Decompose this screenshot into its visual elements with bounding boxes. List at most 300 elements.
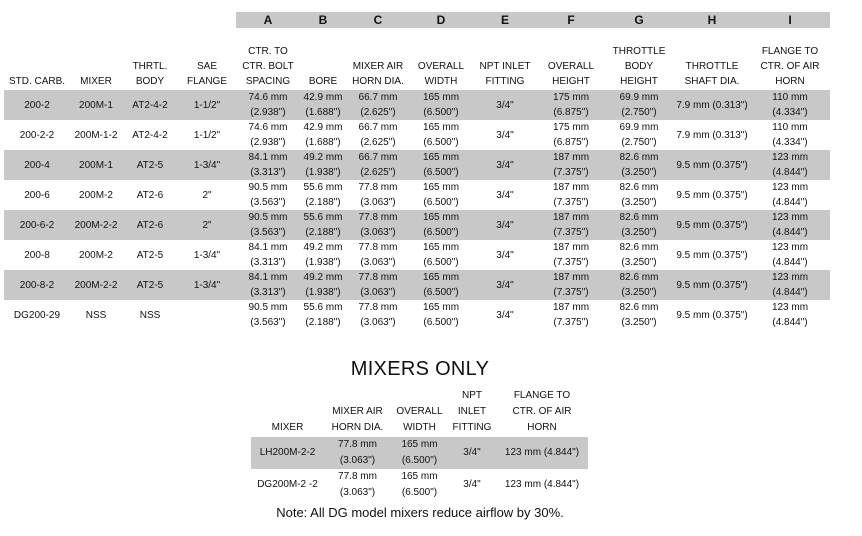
cell-line: 9.5 mm (0.375") (676, 159, 748, 171)
table-cell (178, 120, 236, 150)
header-line: BORE (308, 76, 338, 87)
table-cell (178, 210, 236, 240)
cell-line: (4.334") (772, 137, 808, 148)
table-cell (604, 120, 674, 150)
cell-line: 3/4" (496, 249, 514, 261)
table-cell (472, 300, 538, 330)
table-cell (391, 469, 448, 501)
cell-line: 165 mm (401, 439, 438, 450)
cell-line: (7.375") (553, 317, 589, 328)
cell-line: 7.9 mm (0.313") (676, 129, 748, 141)
column-header (324, 388, 391, 437)
cell-line: NSS (139, 309, 161, 321)
cell-line: (2.188") (305, 317, 341, 328)
table-cell (251, 469, 324, 501)
table-cell (346, 150, 410, 180)
table-cell (178, 90, 236, 120)
table-cell (346, 240, 410, 270)
cell-line: 90.5 mm (248, 212, 288, 223)
cell-line: (3.313") (250, 167, 286, 178)
table-cell (750, 240, 830, 270)
column-letter: B (300, 12, 346, 28)
cell-line: 187 mm (552, 302, 590, 313)
table-cell (300, 180, 346, 210)
cell-line: (4.844") (772, 197, 808, 208)
column-header (410, 28, 472, 90)
cell-line: (3.563") (250, 227, 286, 238)
cell-line: 123 mm (771, 242, 809, 253)
table-cell (538, 90, 604, 120)
table-row (251, 469, 588, 501)
cell-line: (7.375") (553, 197, 589, 208)
header-line: HORN (775, 76, 805, 87)
cell-line: (2.938") (250, 107, 286, 118)
table-row (4, 90, 830, 120)
table-row (4, 210, 830, 240)
table-cell (674, 150, 750, 180)
table-cell (4, 120, 70, 150)
cell-line: (3.063") (360, 227, 396, 238)
cell-line: 77.8 mm (358, 272, 398, 283)
mixers-only-table (251, 388, 588, 501)
table-cell (410, 300, 472, 330)
table-cell (391, 437, 448, 469)
cell-line: 66.7 mm (358, 92, 398, 103)
cell-line: (4.844") (772, 257, 808, 268)
table-cell (4, 90, 70, 120)
cell-line: 123 mm (771, 212, 809, 223)
cell-line: (3.063") (339, 487, 376, 498)
column-letter: C (346, 12, 410, 28)
table-cell (346, 180, 410, 210)
cell-line: (4.844") (772, 167, 808, 178)
table-cell (70, 240, 122, 270)
cell-line: 82.6 mm (619, 212, 659, 223)
cell-line: 9.5 mm (0.375") (676, 219, 748, 231)
cell-line: (3.313") (250, 257, 286, 268)
table-cell (122, 270, 178, 300)
cell-line: 9.5 mm (0.375") (676, 249, 748, 261)
cell-line: (3.250") (621, 167, 657, 178)
cell-line: 110 mm (772, 92, 808, 103)
cell-line: 200-4 (24, 159, 50, 171)
cell-line: (6.500") (423, 197, 459, 208)
cell-line: 49.2 mm (303, 152, 343, 163)
cell-line: 187 mm (552, 242, 590, 253)
cell-line: DG200M-2 -2 (257, 479, 318, 490)
header-line: OVERALL (417, 61, 465, 72)
table-cell (538, 210, 604, 240)
cell-line: (3.063") (360, 257, 396, 268)
column-header (70, 28, 122, 90)
table-cell (300, 270, 346, 300)
cell-line: 49.2 mm (303, 242, 343, 253)
table-cell (538, 180, 604, 210)
table-cell (178, 300, 236, 330)
cell-line: 7.9 mm (0.313") (676, 99, 748, 111)
table-cell (70, 300, 122, 330)
cell-line: 187 mm (552, 212, 590, 223)
header-line: MIXER (80, 76, 112, 87)
column-header (604, 28, 674, 90)
cell-line: (2.625") (360, 137, 396, 148)
table-cell (410, 120, 472, 150)
cell-line: (7.375") (553, 257, 589, 268)
header-line: HEIGHT (552, 76, 590, 87)
table-cell (674, 180, 750, 210)
cell-line: 200-8-2 (19, 279, 55, 291)
table-cell (236, 210, 300, 240)
mixers-header-row (251, 388, 588, 437)
cell-line: 3/4" (463, 447, 481, 458)
table-cell (178, 180, 236, 210)
header-line: BODY (135, 76, 165, 87)
cell-line: (6.500") (401, 455, 438, 466)
cell-line: (7.375") (553, 287, 589, 298)
cell-line: 3/4" (496, 219, 514, 231)
cell-line: 9.5 mm (0.375") (676, 309, 748, 321)
cell-line: (6.500") (423, 257, 459, 268)
header-line: CTR. TO (248, 46, 288, 57)
cell-line: 90.5 mm (248, 182, 288, 193)
table-cell (674, 300, 750, 330)
cell-line: (3.063") (339, 455, 376, 466)
cell-line: 2" (202, 189, 212, 201)
header-line: FITTING (485, 76, 525, 87)
cell-line: (3.063") (360, 197, 396, 208)
table-cell (538, 240, 604, 270)
cell-line: (3.250") (621, 227, 657, 238)
cell-line: (7.375") (553, 227, 589, 238)
table-cell (346, 300, 410, 330)
cell-line: (6.500") (401, 487, 438, 498)
cell-line: 200M-1-2 (74, 129, 118, 141)
cell-line: 123 mm (4.844") (504, 447, 580, 458)
column-header (251, 388, 324, 437)
table-cell (178, 150, 236, 180)
cell-line: (4.844") (772, 227, 808, 238)
table-cell (472, 210, 538, 240)
cell-line: 77.8 mm (358, 302, 398, 313)
table-cell (236, 270, 300, 300)
cell-line: NSS (85, 309, 107, 321)
table-cell (448, 469, 496, 501)
table-cell (674, 120, 750, 150)
table-cell (122, 90, 178, 120)
table-cell (4, 300, 70, 330)
table-cell (472, 180, 538, 210)
cell-line: (7.375") (553, 167, 589, 178)
header-line: SHAFT DIA. (684, 76, 740, 87)
header-line: INLET (457, 406, 487, 417)
cell-line: 77.8 mm (358, 212, 398, 223)
cell-line: 82.6 mm (619, 242, 659, 253)
cell-line: 1-3/4" (193, 249, 221, 261)
cell-line: 2" (202, 219, 212, 231)
cell-line: 187 mm (552, 152, 590, 163)
cell-line: 84.1 mm (248, 152, 288, 163)
table-cell (70, 120, 122, 150)
column-letter: A (236, 12, 300, 28)
cell-line: (4.844") (772, 317, 808, 328)
table-cell (300, 210, 346, 240)
table-cell (122, 180, 178, 210)
table-cell (604, 210, 674, 240)
header-line: OVERALL (396, 406, 443, 417)
column-letter: E (472, 12, 538, 28)
table-cell (472, 240, 538, 270)
column-header (122, 28, 178, 90)
table-cell (538, 150, 604, 180)
cell-line: (6.500") (423, 107, 459, 118)
cell-line: (1.938") (305, 167, 341, 178)
cell-line: (2.625") (360, 107, 396, 118)
cell-line: (6.500") (423, 167, 459, 178)
table-cell (410, 240, 472, 270)
cell-line: (1.938") (305, 287, 341, 298)
cell-line: 165 mm (422, 272, 460, 283)
cell-line: 69.9 mm (619, 92, 659, 103)
table-cell (122, 300, 178, 330)
table-cell (122, 210, 178, 240)
cell-line: 200-6-2 (19, 219, 55, 231)
column-header (538, 28, 604, 90)
table-cell (346, 210, 410, 240)
header-line: WIDTH (403, 422, 436, 433)
table-cell (604, 270, 674, 300)
cell-line: 84.1 mm (248, 272, 288, 283)
carburetor-spec-table (4, 12, 830, 330)
table-cell (70, 180, 122, 210)
cell-line: 200M-1 (79, 159, 113, 171)
cell-line: (3.250") (621, 257, 657, 268)
cell-line: 187 mm (552, 182, 590, 193)
table-cell (300, 150, 346, 180)
table-cell (410, 270, 472, 300)
cell-line: 165 mm (422, 92, 460, 103)
header-line: MIXER AIR (332, 406, 383, 417)
cell-line: 9.5 mm (0.375") (676, 189, 748, 201)
cell-line: 110 mm (772, 122, 808, 133)
header-line: THROTTLE (612, 46, 666, 57)
cell-line: 200M-1 (79, 99, 113, 111)
table-cell (70, 210, 122, 240)
table-cell (750, 300, 830, 330)
cell-line: 84.1 mm (248, 242, 288, 253)
cell-line: 3/4" (496, 129, 514, 141)
cell-line: 74.6 mm (248, 92, 288, 103)
header-line: FLANGE TO (513, 390, 571, 401)
cell-line: 9.5 mm (0.375") (676, 279, 748, 291)
table-cell (472, 150, 538, 180)
cell-line: AT2-5 (136, 249, 164, 261)
cell-line: AT2-5 (136, 279, 164, 291)
table-row (4, 150, 830, 180)
cell-line: 200M-2-2 (74, 219, 118, 231)
table-row (4, 240, 830, 270)
cell-line: DG200-29 (13, 309, 61, 321)
table-cell (122, 240, 178, 270)
table-cell (750, 210, 830, 240)
table-cell (472, 90, 538, 120)
table-cell (604, 150, 674, 180)
column-header (674, 28, 750, 90)
cell-line: 200-6 (24, 189, 50, 201)
cell-line: (3.313") (250, 287, 286, 298)
table-cell (178, 240, 236, 270)
table-cell (674, 240, 750, 270)
column-letter: I (750, 12, 830, 28)
cell-line: (3.563") (250, 317, 286, 328)
table-cell (4, 180, 70, 210)
table-cell (538, 270, 604, 300)
table-cell (750, 90, 830, 120)
table-cell (4, 150, 70, 180)
table-cell (4, 240, 70, 270)
table-cell (346, 120, 410, 150)
table-cell (300, 90, 346, 120)
table-cell (604, 300, 674, 330)
cell-line: 82.6 mm (619, 152, 659, 163)
cell-line: 90.5 mm (248, 302, 288, 313)
table-cell (236, 150, 300, 180)
header-line: HORN DIA. (352, 76, 404, 87)
cell-line: 123 mm (771, 272, 809, 283)
header-line: CTR. BOLT (242, 61, 294, 72)
header-line: HORN (527, 422, 557, 433)
cell-line: AT2-6 (136, 189, 164, 201)
header-line: FLANGE TO (761, 46, 819, 57)
cell-line: 49.2 mm (303, 272, 343, 283)
cell-line: 123 mm (771, 302, 809, 313)
column-letter: F (538, 12, 604, 28)
header-line: HORN DIA. (331, 422, 384, 433)
cell-line: 200-8 (24, 249, 50, 261)
column-header (236, 28, 300, 90)
cell-line: 82.6 mm (619, 302, 659, 313)
cell-line: 165 mm (422, 122, 460, 133)
header-line: SAE (196, 61, 217, 72)
cell-line: AT2-4-2 (132, 99, 168, 111)
column-header (472, 28, 538, 90)
column-header (448, 388, 496, 437)
column-header (391, 388, 448, 437)
table-row (4, 180, 830, 210)
cell-line: 200-2-2 (19, 129, 55, 141)
cell-line: (2.188") (305, 227, 341, 238)
column-letter: D (410, 12, 472, 28)
table-cell (70, 150, 122, 180)
table-cell (410, 150, 472, 180)
table-cell (236, 90, 300, 120)
cell-line: (2.750") (621, 137, 657, 148)
cell-line: AT2-4-2 (132, 129, 168, 141)
table-cell (178, 270, 236, 300)
header-line: NPT INLET (479, 61, 531, 72)
cell-line: 165 mm (422, 182, 460, 193)
cell-line: 3/4" (496, 279, 514, 291)
cell-line: 187 mm (552, 272, 590, 283)
table-cell (604, 240, 674, 270)
column-header (300, 28, 346, 90)
table-cell (674, 90, 750, 120)
table-cell (251, 437, 324, 469)
header-line: FITTING (452, 422, 492, 433)
table-cell (4, 210, 70, 240)
table-cell (604, 180, 674, 210)
cell-line: 77.8 mm (358, 242, 398, 253)
header-line: WIDTH (424, 76, 458, 87)
header-line: MIXER (271, 422, 304, 433)
table-cell (236, 300, 300, 330)
table-cell (70, 90, 122, 120)
table-cell (70, 270, 122, 300)
table-cell (496, 469, 588, 501)
cell-line: (4.334") (772, 107, 808, 118)
cell-line: 3/4" (496, 99, 514, 111)
cell-line: (6.500") (423, 137, 459, 148)
table-cell (674, 210, 750, 240)
column-header (346, 28, 410, 90)
header-line: CTR. OF AIR (512, 406, 572, 417)
cell-line: AT2-5 (136, 159, 164, 171)
table-cell (604, 90, 674, 120)
cell-line: 1-3/4" (193, 279, 221, 291)
header-line: THRTL. (132, 61, 168, 72)
cell-line: (6.875") (553, 137, 589, 148)
column-letter: G (604, 12, 674, 28)
cell-line: 175 mm (552, 122, 590, 133)
header-line: CTR. OF AIR (760, 61, 820, 72)
table-cell (324, 437, 391, 469)
table-cell (122, 120, 178, 150)
table-cell (122, 150, 178, 180)
cell-line: (6.500") (423, 227, 459, 238)
table-cell (300, 240, 346, 270)
cell-line: 200-2 (24, 99, 50, 111)
cell-line: 3/4" (496, 159, 514, 171)
cell-line: 123 mm (771, 182, 809, 193)
cell-line: 175 mm (552, 92, 590, 103)
table-cell (4, 270, 70, 300)
header-line: MIXER AIR (352, 61, 404, 72)
cell-line: 77.8 mm (338, 439, 377, 450)
cell-line: 3/4" (496, 309, 514, 321)
cell-line: 165 mm (422, 152, 460, 163)
cell-line: (3.250") (621, 317, 657, 328)
table-cell (236, 120, 300, 150)
cell-line: (3.250") (621, 197, 657, 208)
header-line: OVERALL (547, 61, 595, 72)
cell-line: 165 mm (422, 242, 460, 253)
cell-line: 165 mm (422, 302, 460, 313)
column-header (750, 28, 830, 90)
column-letter: H (674, 12, 750, 28)
cell-line: 69.9 mm (619, 122, 659, 133)
header-line: SPACING (245, 76, 291, 87)
cell-line: 165 mm (422, 212, 460, 223)
cell-line: (2.750") (621, 107, 657, 118)
cell-line: (1.938") (305, 257, 341, 268)
cell-line: 55.6 mm (303, 182, 343, 193)
cell-line: LH200M-2-2 (259, 447, 316, 458)
column-header (178, 28, 236, 90)
mixers-only-title: MIXERS ONLY (350, 358, 490, 380)
table-cell (538, 120, 604, 150)
table-cell (346, 90, 410, 120)
table-cell (750, 150, 830, 180)
cell-line: (3.063") (360, 287, 396, 298)
